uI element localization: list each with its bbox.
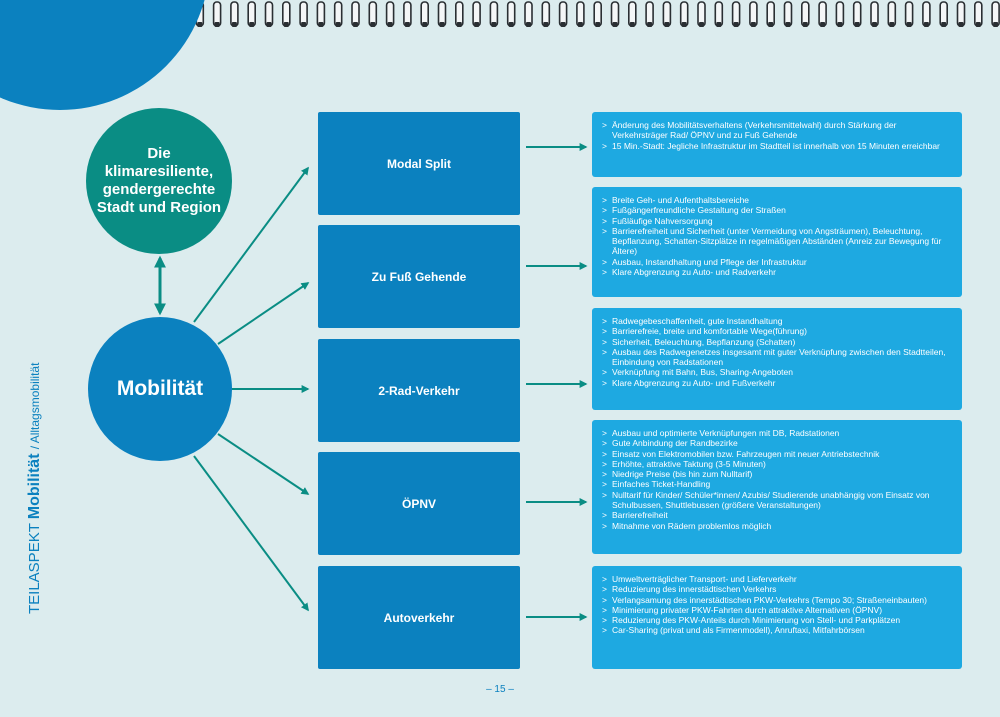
detail-item: > Niedrige Preise (bis hin zum Nulltarif) [602, 469, 952, 479]
category-label: ÖPNV [401, 496, 436, 511]
category-label: Zu Fuß Gehende [371, 269, 467, 284]
arrow-to-autoverkehr [194, 456, 308, 610]
detail-item: > Verlangsamung des innerstädtischen PKW-Verkehrs (Tempo 30; Straßeneinbauten) [602, 595, 952, 605]
detail-item: > Änderung des Mobilitätsverhaltens (Verkehrsmittelwahl) durch Stärkung der Verkehrsträger Rad/ ÖPNV und zu Fuß Gehende [602, 120, 952, 141]
arrow-to-zu-fuss [218, 283, 308, 344]
category-oepnv [318, 452, 520, 555]
detail-item: > Mitnahme von Rädern problemlos möglich [602, 521, 952, 531]
detail-item: > Minimierung privater PKW-Fahrten durch attraktive Alternativen (ÖPNV) [602, 605, 952, 615]
detail-item: > Barrierefreiheit [602, 510, 952, 520]
page-number: – 15 – [486, 684, 514, 695]
hub-main-label: Mobilität [116, 377, 204, 400]
detail-item: > Ausbau, Instandhaltung und Pflege der Infrastruktur [602, 257, 952, 267]
detail-box-2-rad-verkehr [592, 308, 962, 410]
detail-item: > Reduzierung des innerstädtischen Verkehrs [602, 584, 952, 594]
detail-item: > Verknüpfung mit Bahn, Bus, Sharing-Angeboten [602, 367, 952, 377]
detail-box-autoverkehr [592, 566, 962, 669]
detail-item: > Barrierefreiheit und Sicherheit (unter Vermeidung von Angsträumen), Beleuchtung, Bepflanzung, Schatten-Sitzplätze in regelmäßigen Abständen (Anreiz zur Bewegung für Ältere) [602, 226, 952, 257]
hub-top-circle [86, 108, 232, 254]
category-label: Autoverkehr [383, 610, 455, 625]
category-zu-fuss-gehende [318, 225, 520, 328]
detail-item: > 15 Min.-Stadt: Jegliche Infrastruktur im Stadtteil ist innerhalb von 15 Minuten erreichbar [602, 141, 952, 151]
detail-item: > Ausbau und optimierte Verknüpfungen mit DB, Radstationen [602, 428, 952, 438]
detail-item: > Gute Anbindung der Randbezirke [602, 438, 952, 448]
arrow-to-oepnv [218, 434, 308, 494]
side-label-sub: / Alltagsmobilität [28, 362, 42, 450]
detail-item: > Reduzierung des PKW-Anteils durch Minimierung von Stell- und Parkplätzen [602, 615, 952, 625]
category-label: 2-Rad-Verkehr [378, 383, 460, 398]
side-label-keyword: Mobilität [26, 453, 43, 520]
detail-item: > Einfaches Ticket-Handling [602, 479, 952, 489]
detail-item: > Fußgängerfreundliche Gestaltung der Straßen [602, 205, 952, 215]
detail-item: > Ausbau des Radwegenetzes insgesamt mit guter Verknüpfung zwischen den Stadtteilen, Einbindung von Radstationen [602, 347, 952, 368]
detail-item: > Car-Sharing (privat und als Firmenmodell), Anruftaxi, Mitfahrbörsen [602, 625, 952, 635]
detail-item: > Breite Geh- und Aufenthaltsbereiche [602, 195, 952, 205]
side-label-prefix: TEILASPEKT [26, 523, 43, 614]
hub-top-label: Die klimaresiliente, gendergerechte Stadt und Region [96, 145, 222, 216]
detail-box-modal-split [592, 112, 962, 177]
detail-box-oepnv [592, 420, 962, 554]
detail-item: > Klare Abgrenzung zu Auto- und Radverkehr [602, 267, 952, 277]
category-modal-split [318, 112, 520, 215]
detail-item: > Sicherheit, Beleuchtung, Bepflanzung (Schatten) [602, 337, 952, 347]
detail-item: > Klare Abgrenzung zu Auto- und Fußverkehr [602, 378, 952, 388]
detail-item: > Barrierefreie, breite und komfortable Wege(führung) [602, 326, 952, 336]
detail-box-zu-fuss-gehende [592, 187, 962, 297]
category-2-rad-verkehr [318, 339, 520, 442]
hub-main-circle [88, 317, 232, 461]
detail-item: > Nulltarif für Kinder/ Schüler*innen/ Azubis/ Studierende unabhängig vom Einsatz von Schulbussen, Shuttlebussen (größere Veranstaltungen) [602, 490, 952, 511]
detail-item: > Fußläufige Nahversorgung [602, 216, 952, 226]
category-label: Modal Split [387, 156, 451, 171]
detail-item: > Einsatz von Elektromobilen bzw. Fahrzeugen mit neuer Antriebstechnik [602, 449, 952, 459]
category-autoverkehr [318, 566, 520, 669]
detail-item: > Radwegebeschaffenheit, gute Instandhaltung [602, 316, 952, 326]
detail-item: > Erhöhte, attraktive Taktung (3-5 Minuten) [602, 459, 952, 469]
detail-item: > Umweltverträglicher Transport- und Lieferverkehr [602, 574, 952, 584]
